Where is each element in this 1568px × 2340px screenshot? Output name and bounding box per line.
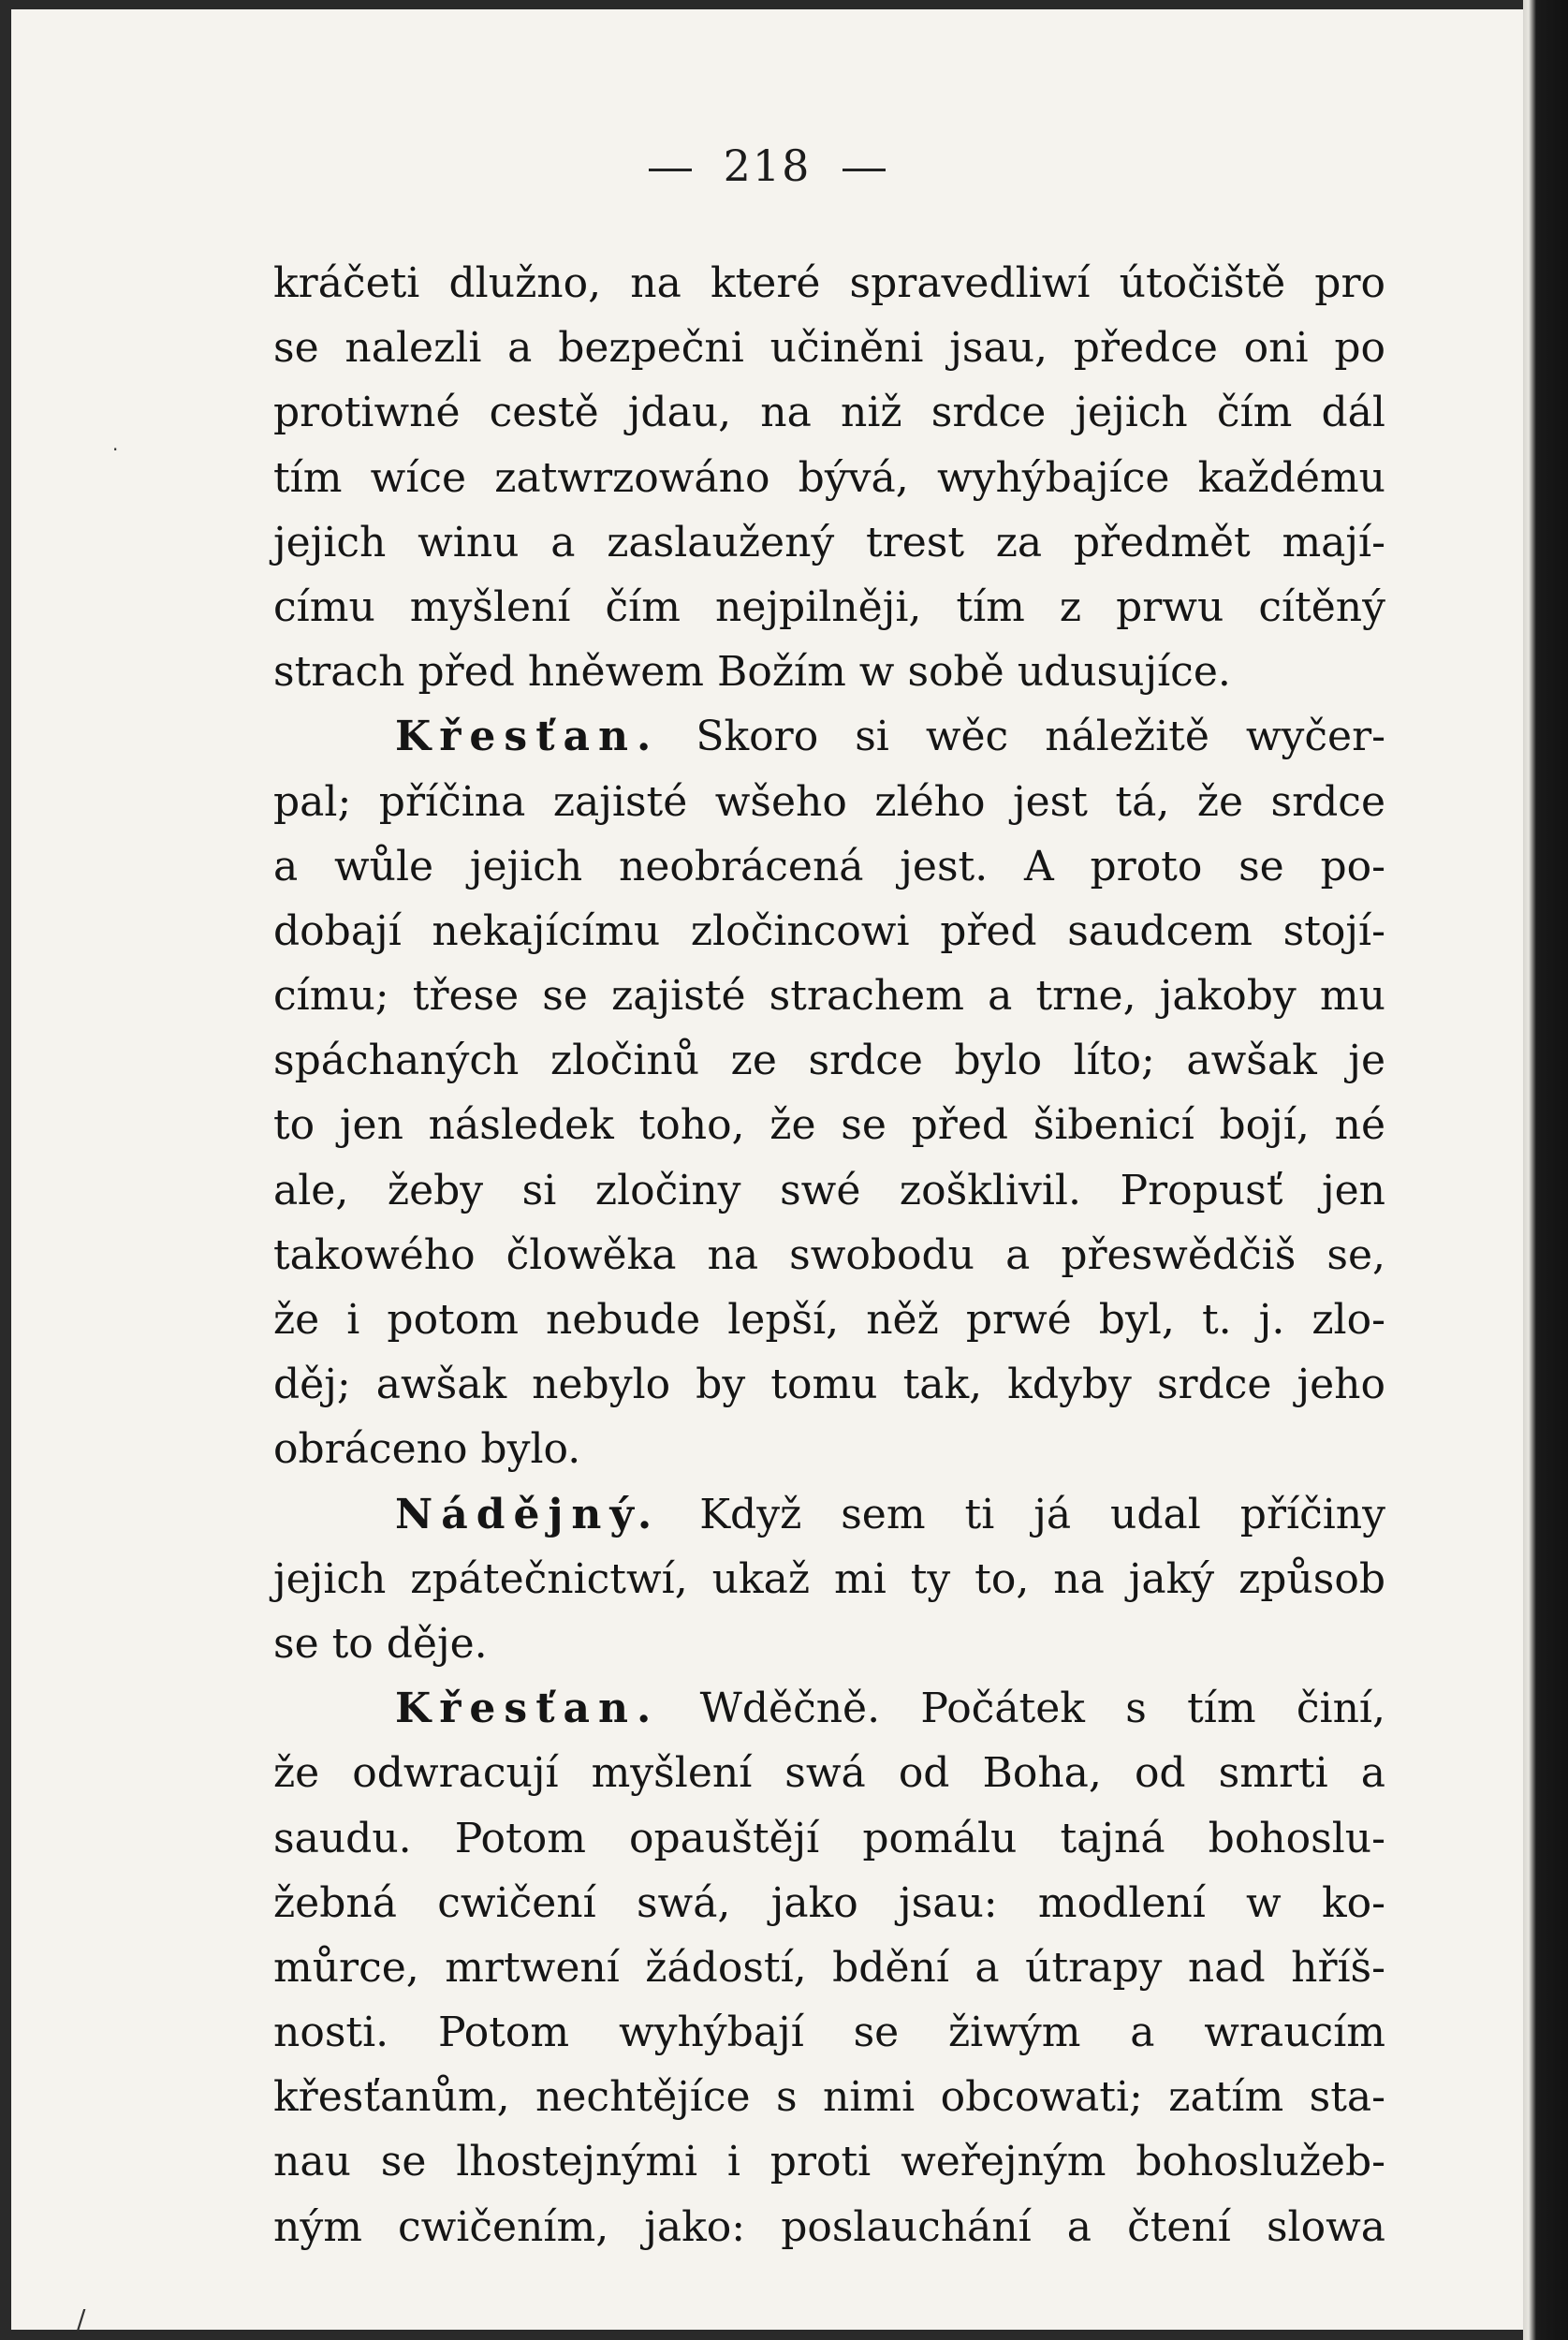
text-line [273, 2129, 1385, 2194]
line-text: se nalezli a bezpečni učiněni jsau, předce oni po [273, 324, 1385, 373]
line-text: saudu. Potom opauštějí pomálu tajná bohoslu- [273, 1814, 1385, 1862]
header-dash-left [649, 169, 692, 171]
header-dash-right [843, 169, 886, 171]
line-text: címu myšlení čím nejpilněji, tím z prwu cítěný [273, 582, 1385, 631]
line-text: můrce, mrtwení žádostí, bdění a útrapy nad hříš- [273, 1943, 1385, 1992]
line-text: Když sem ti já udal příčiny [699, 1490, 1385, 1538]
line-text: že i potom nebude lepší, něž prwé byl, t. j. zlo- [273, 1296, 1385, 1344]
line-text: nosti. Potom wyhýbají se žiwým a wraucím [273, 2009, 1385, 2057]
line-text: křesťanům, nechtějíce s nimi obcowati; zatím sta- [273, 2073, 1385, 2122]
text-line [273, 964, 1385, 1028]
line-text: a wůle jejich neobrácená jest. A proto se po- [273, 842, 1385, 890]
text-line [273, 1482, 1385, 1547]
text-line [273, 1093, 1385, 1157]
text-line [273, 1741, 1385, 1805]
line-text: se to děje. [273, 1619, 488, 1668]
text-line [273, 1352, 1385, 1417]
line-text: žebná cwičení swá, jako jsau: modlení w ko- [273, 1878, 1385, 1927]
line-text: dobají nekajícímu zločincowi před saudcem stojí- [273, 906, 1385, 955]
text-line [273, 575, 1385, 640]
margin-speck: · [112, 438, 119, 461]
line-text: nau se lhostejnými i proti weřejným bohoslužeb- [273, 2138, 1385, 2186]
text-line [273, 770, 1385, 834]
text-line [273, 704, 1385, 769]
text-line [273, 2195, 1385, 2259]
line-text: to jen následek toho, že se před šibenicí bojí, né [273, 1101, 1385, 1150]
line-text: jejich winu a zaslaužený trest za předmět mají- [273, 518, 1385, 567]
speaker-name: Křesťan. [395, 1685, 660, 1733]
text-line [273, 1417, 1385, 1481]
line-text: tím wíce zatwrzowáno bývá, wyhýbajíce každému [273, 453, 1385, 502]
text-line [273, 510, 1385, 575]
line-text: obráceno bylo. [273, 1425, 581, 1474]
text-line [273, 1028, 1385, 1093]
page-edge-shadow [1523, 0, 1568, 2340]
text-line [273, 251, 1385, 316]
line-text: ným cwičením, jako: poslauchání a čtení slowa [273, 2202, 1385, 2251]
line-text: pal; příčina zajisté wšeho zlého jest tá, že srdce [273, 777, 1385, 826]
line-text: strach před hněwem Božím w sobě udusujíce. [273, 648, 1231, 697]
line-text: děj; awšak nebylo by tomu tak, kdyby srdce jeho [273, 1361, 1385, 1409]
text-line [273, 1612, 1385, 1676]
page-header [11, 140, 1523, 191]
text-line [273, 2000, 1385, 2065]
margin-tick: / [77, 2303, 86, 2334]
text-line [273, 640, 1385, 704]
text-line [273, 1806, 1385, 1871]
line-text: že odwracují myšlení swá od Boha, od smrti a [273, 1749, 1385, 1798]
line-text: Skoro si wěc náležitě wyčer- [696, 713, 1385, 761]
line-text: ale, žeby si zločiny swé zošklivil. Propusť jen [273, 1166, 1385, 1214]
book-page [11, 9, 1523, 2334]
text-line [273, 1223, 1385, 1288]
page-body-text [273, 251, 1385, 2259]
line-text: jejich zpátečnictwí, ukaž mi ty to, na jaký způsob [273, 1554, 1385, 1603]
text-line [273, 834, 1385, 899]
text-line [273, 1871, 1385, 1935]
text-line [273, 1935, 1385, 2000]
page-number: 218 [723, 140, 812, 191]
text-line [273, 316, 1385, 380]
speaker-name: Křesťan. [395, 713, 660, 761]
text-line [273, 899, 1385, 964]
text-line [273, 2065, 1385, 2129]
line-text: kráčeti dlužno, na které spravedliwí útočiště pro [273, 259, 1385, 307]
line-text: Wděčně. Počátek s tím činí, [699, 1685, 1385, 1733]
text-line [273, 380, 1385, 445]
text-line [273, 1158, 1385, 1223]
line-text: takowého člowěka na swobodu a přeswědčiš se, [273, 1230, 1385, 1279]
text-line [273, 446, 1385, 510]
line-text: spáchaných zločinů ze srdce bylo líto; awšak je [273, 1037, 1385, 1085]
text-line [273, 1676, 1385, 1741]
text-line [273, 1547, 1385, 1612]
line-text: protiwné cestě jdau, na niž srdce jejich čím dál [273, 389, 1385, 437]
text-line [273, 1288, 1385, 1352]
speaker-name: Nádějný. [395, 1490, 661, 1538]
line-text: címu; třese se zajisté strachem a trne, jakoby mu [273, 972, 1385, 1021]
